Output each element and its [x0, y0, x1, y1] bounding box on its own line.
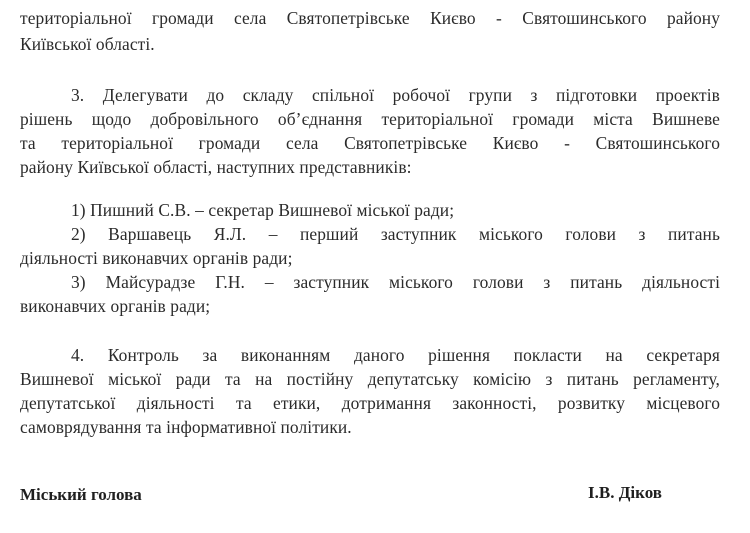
intro-line-1: територіальної громади села Святопетрівське Києво - Святошинського району — [20, 8, 720, 28]
item3-line-4: району Київської області, наступних представників: — [20, 157, 412, 177]
item4-line-2: Вишневої міської ради та на постійну депутатську комісію з питань регламенту, — [20, 369, 720, 389]
rep-3-line-2: виконавчих органів ради; — [20, 296, 211, 316]
item4-line-1: 4. Контроль за виконанням даного рішення покласти на секретаря — [71, 345, 720, 365]
item3-line-2: рішень щодо добровільного об’єднання територіальної громади міста Вишневе — [20, 109, 720, 129]
item4-line-3: депутатської діяльності та етики, дотримання законності, розвитку місцевого — [20, 393, 720, 413]
item4-line-4: самоврядування та інформативної політики. — [20, 417, 352, 437]
signature-title: Міський голова — [20, 485, 142, 504]
signature-name: І.В. Діков — [588, 483, 662, 502]
item3-line-3: та територіальної громади села Святопетрівське Києво - Святошинського — [20, 133, 720, 153]
rep-2-line-2: діяльності виконавчих органів ради; — [20, 248, 293, 268]
rep-1-line: 1) Пишний С.В. – секретар Вишневої міської ради; — [71, 200, 455, 220]
item3-line-1: 3. Делегувати до складу спільної робочої групи з підготовки проектів — [71, 85, 720, 105]
intro-line-2: Київської області. — [20, 34, 155, 54]
rep-2-line-1: 2) Варшавець Я.Л. – перший заступник міського голови з питань — [71, 224, 720, 244]
rep-3-line-1: 3) Майсурадзе Г.Н. – заступник міського голови з питань діяльності — [71, 272, 720, 292]
